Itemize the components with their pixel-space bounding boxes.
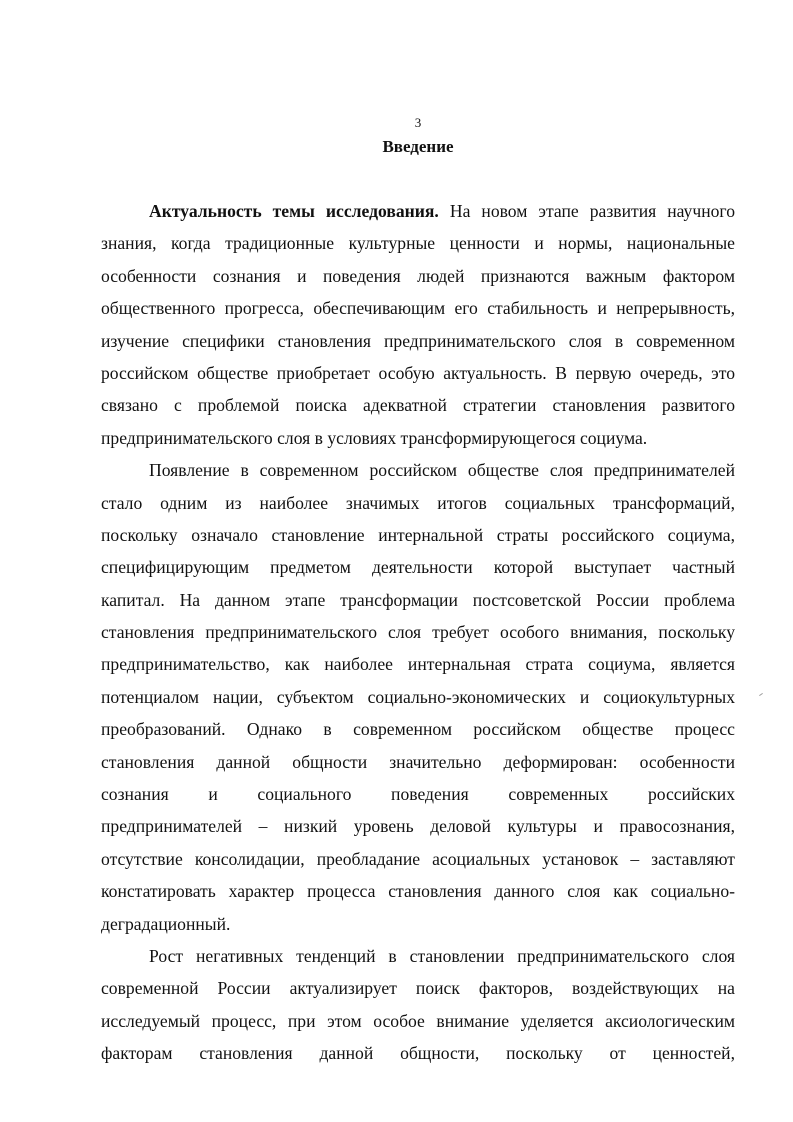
paragraph-2: [101, 454, 735, 940]
text-line: стало одним из наиболее значимых итогов социальных трансформаций,: [101, 492, 735, 513]
text-line: капитал. На данном этапе трансформации постсоветской России проблема: [101, 589, 735, 610]
text-line: отсутствие консолидации, преобладание асоциальных установок – заставляют: [101, 848, 735, 869]
text-line: предпринимательство, как наиболее интернальная страта социума, является: [101, 654, 735, 675]
text-line: общественного прогресса, обеспечивающим его стабильность и непрерывность,: [101, 298, 735, 319]
paragraph-lead: Актуальность темы исследования.: [149, 201, 439, 221]
text-line: преобразований. Однако в современном российском обществе процесс: [101, 719, 735, 740]
text-line: специфицирующим предметом деятельности которой выступает частный: [101, 557, 735, 578]
text-line: знания, когда традиционные культурные ценности и нормы, национальные: [101, 233, 735, 254]
text-line: становления предпринимательского слоя требует особого внимания, поскольку: [101, 622, 735, 643]
text-line: исследуемый процесс, при этом особое внимание уделяется аксиологическим: [101, 1010, 735, 1031]
scan-speck: [759, 693, 763, 696]
text-line: связано с проблемой поиска адекватной стратегии становления развитого: [101, 395, 735, 416]
text-line: современной России актуализирует поиск факторов, воздействующих на: [101, 978, 735, 999]
text-line: предпринимателей – низкий уровень деловой культуры и правосознания,: [101, 816, 735, 837]
text-line: [101, 195, 735, 227]
text-line: деградационный.: [101, 913, 231, 934]
text-line: российском обществе приобретает особую актуальность. В первую очередь, это: [101, 362, 735, 383]
text-line: поскольку означало становление интернальной страты российского социума,: [101, 524, 735, 545]
body-text: [101, 195, 735, 1070]
text-line: особенности сознания и поведения людей признаются важным фактором: [101, 265, 735, 286]
text-line: становления данной общности значительно деформирован: особенности: [101, 751, 735, 772]
text-line: Рост негативных тенденций в становлении предпринимательского слоя: [149, 945, 735, 966]
text-line: констатировать характер процесса становления данного слоя как социально-: [101, 881, 735, 902]
text-line: потенциалом нации, субъектом социально-экономических и социокультурных: [101, 686, 735, 707]
text-line: предпринимательского слоя в условиях трансформирующегося социума.: [101, 427, 648, 448]
text-line: Появление в современном российском обществе слоя предпринимателей: [149, 460, 735, 481]
paragraph-1: [101, 195, 735, 454]
text-line: изучение специфики становления предпринимательского слоя в современном: [101, 330, 735, 351]
paragraph-3: [101, 940, 735, 1070]
text-line: факторам становления данной общности, поскольку от ценностей,: [101, 1043, 735, 1064]
text-line-rest: На новом этапе развития научного: [438, 201, 735, 221]
page-number: 3: [414, 115, 422, 130]
text-line: сознания и социального поведения современных российских: [101, 784, 735, 805]
page-heading: Введение: [382, 137, 454, 156]
